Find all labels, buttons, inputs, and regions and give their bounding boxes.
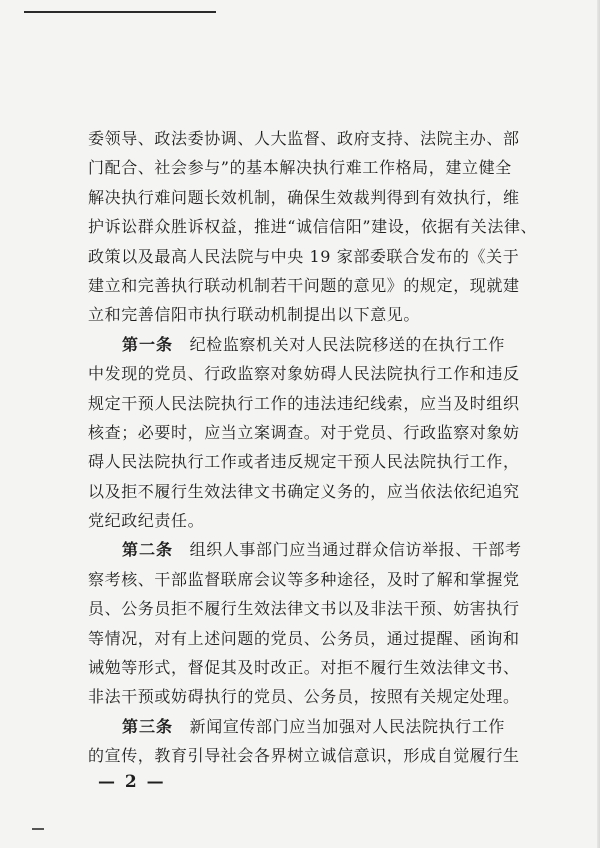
article-line: 规定干预人民法院执行工作的违法违纪线索，应当及时组织: [88, 393, 520, 413]
intro-line: 护诉讼群众胜诉权益，推进“诚信信阳”建设，依据有关法律、: [88, 217, 538, 237]
intro-line: 政策以及最高人民法院与中央 19 家部委联合发布的《关于: [88, 246, 520, 266]
intro-line: 委领导、政法委协调、人大监督、政府支持、法院主办、部: [88, 129, 520, 148]
article-first-text: 新闻宣传部门应当加强对人民法院执行工作: [189, 716, 506, 736]
intro-line: 解决执行难问题长效机制，确保生效裁判得到有效执行，维: [88, 187, 520, 207]
article-3: [88, 712, 560, 771]
article-line: 非法干预或妨碍执行的党员、公务员，按照有关规定处理。: [88, 687, 520, 707]
header-rule: [24, 11, 216, 13]
article-first-text: 纪检监察机关对人民法院移送的在执行工作: [189, 334, 506, 354]
article-line: 碍人民法院执行工作或者违反规定干预人民法院执行工作，: [88, 452, 520, 472]
intro-line: 立和完善信阳市执行联动机制提出以下意见。: [88, 305, 421, 325]
article-line: 的宣传，教育引导社会各界树立诚信意识，形成自觉履行生: [88, 746, 520, 766]
page-number: — 2 —: [98, 772, 166, 792]
article-line: 核查；必要时，应当立案调查。对于党员、行政监察对象妨: [88, 422, 520, 442]
scan-mark: [32, 828, 44, 830]
article-first-line: [88, 535, 560, 564]
intro-line: 门配合、社会参与”的基本解决执行难工作格局，建立健全: [88, 158, 512, 178]
article-first-line: [88, 330, 560, 359]
body-text: [88, 124, 560, 771]
article-label: 第二条: [122, 540, 174, 560]
article-first-text: 组织人事部门应当通过群众信访举报、干部考: [189, 540, 522, 560]
article-line: 中发现的党员、行政监察对象妨碍人民法院执行工作和违反: [88, 364, 520, 384]
intro-line: 建立和完善执行联动机制若干问题的意见》的规定，现就建: [88, 275, 520, 295]
article-line: 察考核、干部监督联席会议等多种途径，及时了解和掌握党: [88, 569, 520, 589]
article-line: 员、公务员拒不履行生效法律文书以及非法干预、妨害执行: [88, 599, 520, 619]
article-line: 等情况，对有上述问题的党员、公务员，通过提醒、函询和: [88, 628, 520, 648]
article-2: [88, 535, 560, 711]
intro-paragraph: [88, 124, 560, 330]
article-label: 第一条: [122, 334, 174, 354]
article-first-line: [88, 712, 560, 741]
article-1: [88, 330, 560, 536]
article-line: 以及拒不履行生效法律文书确定义务的，应当依法依纪追究: [88, 481, 520, 501]
article-line: 诫勉等形式，督促其及时改正。对拒不履行生效法律文书、: [88, 658, 520, 678]
article-label: 第三条: [122, 716, 174, 736]
article-line: 党纪政纪责任。: [88, 511, 205, 531]
